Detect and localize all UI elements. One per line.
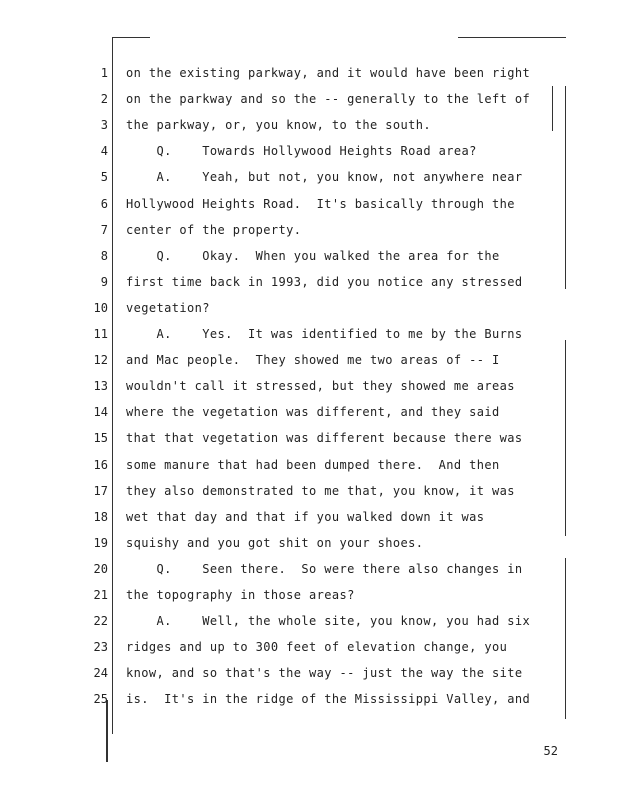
line-number: 21 <box>93 588 108 602</box>
line-text: where the vegetation was different, and they said <box>126 405 500 419</box>
line-number: 15 <box>93 431 108 445</box>
line-text: know, and so that's the way -- just the way the site <box>126 666 523 680</box>
line-number: 25 <box>93 692 108 706</box>
line-text: on the existing parkway, and it would have been right <box>126 66 531 80</box>
line-text: that that vegetation was different because there was <box>126 431 523 445</box>
line-text: some manure that had been dumped there. And then <box>126 458 500 472</box>
line-text: wet that day and that if you walked down it was <box>126 510 485 524</box>
line-text: is. It's in the ridge of the Mississippi Valley, and <box>126 692 531 706</box>
line-number: 22 <box>93 614 108 628</box>
line-text: the parkway, or, you know, to the south. <box>126 118 431 132</box>
line-text: first time back in 1993, did you notice any stressed <box>126 275 523 289</box>
line-number: 12 <box>93 353 108 367</box>
line-text: squishy and you got shit on your shoes. <box>126 536 424 550</box>
line-number: 20 <box>93 562 108 576</box>
line-text: on the parkway and so the -- generally to the left of <box>126 92 531 106</box>
line-number: 24 <box>93 666 108 680</box>
line-text: center of the property. <box>126 223 302 237</box>
line-number: 4 <box>100 144 108 158</box>
left-change-bar <box>106 700 108 762</box>
line-number: 6 <box>100 197 108 211</box>
line-number: 11 <box>93 327 108 341</box>
line-number: 17 <box>93 484 108 498</box>
line-number: 7 <box>100 223 108 237</box>
line-number: 18 <box>93 510 108 524</box>
line-text: A. Yes. It was identified to me by the Burns <box>126 327 523 341</box>
page-number: 52 <box>543 744 558 758</box>
left-margin-rule <box>112 37 113 734</box>
line-text: A. Yeah, but not, you know, not anywhere near <box>126 170 523 184</box>
line-text: Q. Towards Hollywood Heights Road area? <box>126 144 477 158</box>
line-number: 23 <box>93 640 108 654</box>
line-text: A. Well, the whole site, you know, you had six <box>126 614 531 628</box>
line-text: Q. Seen there. So were there also changes in <box>126 562 523 576</box>
line-number: 9 <box>100 275 108 289</box>
line-text: wouldn't call it stressed, but they showed me areas <box>126 379 515 393</box>
line-number: 14 <box>93 405 108 419</box>
line-number: 2 <box>100 92 108 106</box>
line-text: ridges and up to 300 feet of elevation change, you <box>126 640 508 654</box>
line-text: Hollywood Heights Road. It's basically through the <box>126 197 515 211</box>
line-number: 13 <box>93 379 108 393</box>
top-right-rule <box>458 37 566 38</box>
line-number: 1 <box>100 66 108 80</box>
line-text: they also demonstrated to me that, you know, it was <box>126 484 515 498</box>
line-text: Q. Okay. When you walked the area for the <box>126 249 500 263</box>
line-text: the topography in those areas? <box>126 588 355 602</box>
line-number: 3 <box>100 118 108 132</box>
line-text: vegetation? <box>126 301 210 315</box>
line-number: 5 <box>100 170 108 184</box>
line-number: 16 <box>93 458 108 472</box>
line-text: and Mac people. They showed me two areas of -- I <box>126 353 500 367</box>
line-number: 10 <box>93 301 108 315</box>
line-number: 19 <box>93 536 108 550</box>
line-number: 8 <box>100 249 108 263</box>
top-left-rule <box>112 37 150 38</box>
